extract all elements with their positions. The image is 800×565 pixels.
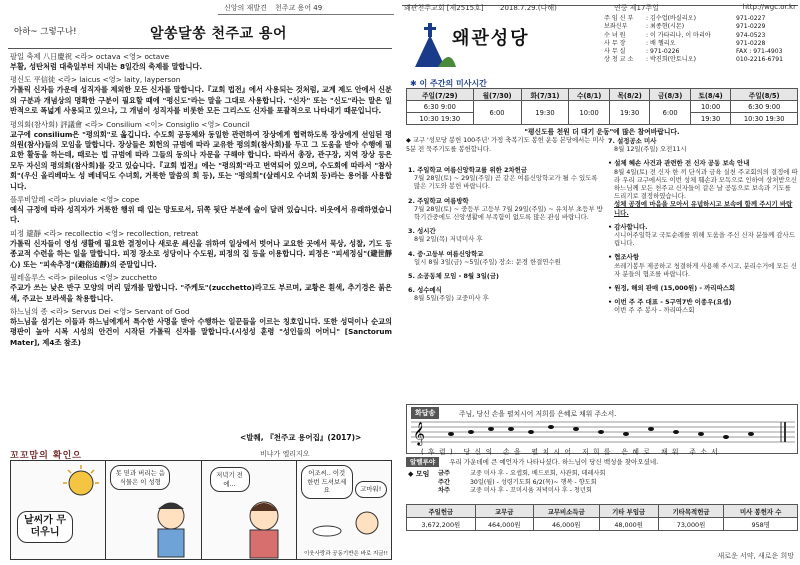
meeting-row: 주간 30일(월) - 성령기도회 6/2(목)~ 행복 - 향도회 — [438, 478, 597, 486]
announcements-left — [408, 166, 604, 309]
psalm-lyrics: (후렴) 당신의 손을 펼치시어 저희를 은혜로 채워 주소서 — [421, 448, 723, 456]
term-body: 주교가 쓰는 낮은 반구 모양의 머리 덮개를 말합니다. "주케토"(zucchetto)라고도 부르며, 교황은 흰색, 추기경은 붉은색, 주교는 보라색을 착용합니다. — [10, 283, 392, 303]
term-head: 피정 避靜 <라> recollectio <영> recollection, retreat — [10, 228, 199, 238]
term-item — [10, 307, 392, 348]
table-row: 10:30 19:30 19:30 10:30 19:30 — [407, 113, 798, 125]
theme-sub: ◆ 교구 '성모당 봉헌 100주년' 가정 축복기도 봉헌 운동 본당에서는 미사 5분 전 묵주기도를 봉헌합니다. — [406, 137, 605, 153]
announcement-item: • 감사합니다. 시니어주일학교 국토순례를 위해 도움을 주신 신자 분들께 감사드립니다. — [608, 222, 795, 248]
speech-bubble: 저녁기 전에... — [210, 467, 250, 492]
theme-banner: "평신도를 천원 더 대기 운동"에 많은 참여바랍니다. — [524, 128, 680, 136]
meetings-label: ◆ 모임 — [408, 470, 430, 478]
speech-bubble: 고마워! — [355, 481, 387, 498]
meeting-row: 금주 교중 미사 후 - 요셉회, 베드로회, 사관회, 데레사회 — [438, 470, 606, 477]
announcements-right — [608, 137, 798, 321]
term-item — [10, 120, 392, 192]
term-item — [10, 273, 392, 304]
alleluia-label: 알렐루야 — [406, 457, 439, 467]
website-link[interactable]: http://wgc.or.kr — [742, 3, 796, 11]
bulletin-header — [402, 3, 798, 12]
comic-author: 비냐가 엘리지오 — [260, 450, 310, 458]
term-head: 플루비알레 <라> pluviale <영> cope — [10, 195, 140, 205]
psalm-label: 화답송 — [411, 407, 439, 419]
announcement-item: • 이번 주 주 대표 - 5구역7반 이종우(요셉) 이번 주 주 봉사 - 까리따스회 — [608, 298, 732, 315]
term-item — [10, 75, 392, 116]
announcement-item: • 원정, 해외 판매 (15,000원) - 까리따스회 — [608, 284, 736, 293]
term-head: 평신도 平信徒 <라> laicus <영> laity, layperson — [10, 75, 181, 85]
logo-text: 왜관성당 — [452, 28, 530, 49]
psalm-box — [406, 404, 798, 454]
bulletin-date: 2018.7.29.(나해) — [500, 4, 557, 12]
bulletin-issue: 왜관천주교회 [제2515호] — [404, 4, 484, 12]
svg-text:𝄞: 𝄞 — [413, 421, 425, 445]
mass-schedule-title: ✱ 이 주간의 미사시간 — [410, 79, 487, 88]
sun-illustration — [11, 461, 106, 559]
staff-row: 상 청 교 소 : 박진희(안토니오) 010-2216-6791 — [604, 56, 784, 64]
psalm-text: 주님, 당신 손을 펼치시어 저희를 은혜로 채워 주소서. — [459, 410, 617, 418]
speech-bubble: 날씨가 무더우니 — [17, 511, 73, 543]
announcement-item: 5. 소공동체 모임 - 8월 3일(금) — [408, 272, 499, 281]
page-title: 알쏭달쏭 천주교 용어 — [150, 26, 287, 42]
alleluia-text: 우리 가운데에 큰 예언자가 나타나셨다. 하느님이 당신 백성을 찾아오셨네. — [449, 458, 659, 466]
table-header-row: 주일(7/29) 월(7/30) 화(7/31) 수(8/1) 목(8/2) 금(8/3) 토(8/4) 주일(8/5) — [407, 89, 798, 101]
divider — [8, 48, 392, 49]
staff-row: 사 무 실 : 971-0226 FAX : 971-4903 — [604, 48, 783, 56]
food-illustration — [297, 461, 391, 559]
motto-text: 새로운 서약, 새로운 희망 — [717, 552, 794, 560]
term-item — [10, 52, 392, 72]
term-body: 예식 규정에 따라 성직자가 거룩한 행위 때 입는 망토로서, 뒤쪽 뒷단 부분에 술이 달려 있습니다. 비옷에서 유래하였습니다. — [10, 205, 392, 225]
term-item — [10, 229, 392, 270]
offerings-table — [406, 504, 798, 531]
terms-list — [10, 52, 392, 351]
staff-row: 수 녀 원 : 이 가타리나, 이 마리아 974-0523 — [604, 31, 766, 39]
series-name: 신앙의 재발견 — [224, 4, 267, 12]
announcement-item: • 협조사항 쓰레기봉투 제공하고 청결하게 사용해 주시고, 분리수거에 모든 신자 분들의 협조를 바랍니다. — [608, 253, 797, 278]
table-header-row: 주일헌금 교무금 교무비소득금 기타 부임금 기타목적헌금 미사 봉헌자 수 — [407, 505, 798, 518]
table-row: 6:30 9:00 6:00 19:30 10:00 19:30 6:00 10:00 6:30 9:00 — [407, 101, 798, 113]
speech-bubble: 어조씨.. 이것 한번 드셔보세요 — [301, 465, 353, 499]
alleluia-row — [406, 457, 798, 466]
staff-row: 보좌신부 : 최종현(시몬) 971-0229 — [604, 23, 766, 31]
meetings-section — [408, 470, 800, 496]
term-item — [10, 195, 392, 226]
announcement-item: 1. 주일학교 여름신앙학교를 위한 2차헌금 7월 28일(토) ~ 29일(주일) 곧 같은 여름신앙학교가 될 수 있도록 많은 기도와 봉헌 바랍니다. — [408, 166, 598, 191]
person-illustration — [202, 461, 297, 559]
speech-bubble: 못 믿과 버리는 음식물은 이 성형 — [110, 465, 170, 490]
term-head: 팔일 축제 八日慶祝 <라> octava <영> octave — [10, 52, 170, 61]
announcement-item: • 설체 혜손 사건과 관련한 전 신자 공동 보속 안내 8월 4일(토) 전 신자 한 끼 단식과 금육 실천 주교회의의 결정에 따라 우리 교구에서도 이번 성체 훼손과 모독으로 인하여 상처받으신 하느님께 모든 천주교 신자들이 같은 날 공동으로 보속과 기도를 드리기로 결정하였습니다. 성체 공경에 마음을 모아서 유념하시고 보속에 함께 주시기 바랍니다. — [608, 159, 798, 217]
comic-strip — [10, 460, 392, 560]
comic-panel-4 — [297, 461, 391, 559]
staff-row: 사 무 장 : 배 헬리오 971-0228 — [604, 39, 766, 47]
term-head: 필레올루스 <라> pileolus <영> zucchetto — [10, 273, 157, 283]
term-body: 가톨릭 신자들 가운데 성직자를 제외한 모든 신자를 말합니다.『교회 법전』에서 사용되는 것처럼, 교계 제도 안에서 신분의 구분과 개념상의 명확한 구분이 필요할 때에 "평신도"라는 말을 그대로 사용합니다. "신자" 또는 "신도"라는 말은 일반적으로 폭넓게 사용되고 있으나, 그 개념이 성직자를 비롯한 모든 그리스도 신자를 포괄적으로 나타내기 때문입니다. — [10, 85, 392, 116]
source-note: <발췌, 『천주교 용어집』(2017)> — [240, 433, 362, 442]
right-page — [402, 0, 800, 565]
comic-title: 꼬꼬맘의 확인으 — [10, 451, 82, 461]
term-head: 하느님의 종 <라> Servus Dei <영> Servant of God — [10, 306, 190, 316]
term-body: 가톨릭 신자들이 영성 생활에 필요한 결정이나 새로운 쇄신을 위하여 일상에서 벗어나 교요한 곳에서 묵상, 성찰, 기도 등 종교적 수련을 하는 일을 말합니다. 피정 장소로 성당이나 수도원, 피정의 집 등을 이용합니다. 피정은 "피세정심"(避世靜心) 또는 "피속추정"(避俗追靜)의 준말입니다. — [10, 238, 392, 269]
staff-list — [604, 15, 799, 65]
person-illustration — [106, 461, 201, 559]
announcement-item: 7. 설정공소 미사 8월 12일(주일) 오전11시 — [608, 137, 687, 154]
announcement-item: 4. 중·고등부 여름신앙학교 일시 8월 3일(금) ~5일(주일) 장소: 문경 한결연수원 — [408, 249, 561, 266]
announcement-item: 6. 성수예식 8월 5일(주일) 교중미사 후 — [408, 286, 489, 303]
staff-row: 주 임 신 부 : 김수업(바실리오) 971-0227 — [604, 15, 766, 22]
term-body: 부활, 성탄처럼 대축일부터 지내는 8일간의 축제를 말합니다. — [10, 62, 203, 71]
table-row: 3,672,200원 464,000원 46,000원 48,000원 73,000원 958명 — [407, 518, 798, 531]
comic-panel-2 — [106, 461, 201, 559]
liturgical-week: 연중 제17주일 — [614, 4, 659, 12]
left-header — [218, 3, 394, 15]
meeting-row: 차주 교중 미사 후 - 꼬미시움 저녁미사 후 - 청년회 — [438, 487, 592, 495]
announcement-item: 2. 주일학교 여름방학 7월 28일(토) ~ 중등부 고등부 7월 29일(주일) ~ 유치부 초등부 방학기간중에도 신앙생활에 부족함이 없도록 많은 관심 바랍니다. — [408, 196, 603, 222]
term-body: 교구에 consilium은 "평의회"로 옮깁니다. 수도회 공동체와 동일한 관련하여 장상에게 협력하도록 장상에게 선임된 평의원(참사)들의 모임을 말합니다. 장상들은 회헌의 규범에 따라 교유한 평의회(참사회)를 두고 그 도움을 받아 수행에 필요한 활동을 하는데, 때로는 법 규범에 따라 그들의 동의나 자문을 구해야 합니다. 따라서 총장, 관구장, 지역 장상 등은 모두 자신의 평의회(참사회)를 갖고 있습니다.『교회 법전』에는 "평의회"라고 번역되어 있으며, 수도회에 따라서 "참사회"(우신 올리베따노 성 베네딕도 수녀회, 거룩한 말씀의 회 등), 또는 "평의회"(살레시오 수녀회 등)라는 용어를 사용합니다. — [10, 129, 392, 191]
comic-caption: 이웃사랑과 공동기반은 바로 지금!! — [303, 551, 388, 557]
music-staff-icon — [411, 418, 795, 446]
comic-panel-1 — [11, 461, 106, 559]
announcement-item: 3. 성시간 8월 2일(목) 저녁미사 후 — [408, 227, 483, 244]
term-body: 하느님을 섬기는 이들과 하느님에게서 특수한 사명을 받아 수행하는 일꾼들을 이르는 칭호입니다. 또한 성덕이나 순교의 평판이 높아 시복 시성의 안건이 시작된 가톨릭 신자를 말합니다.(시성성 훈령 "성인들의 어머니" [Sanctorum Mater], 제4조 참조) — [10, 316, 392, 347]
mass-schedule-table — [406, 88, 798, 125]
comic-panel-3 — [202, 461, 297, 559]
term-head: 평의회(참사회) 評議會 <라> Consilium <이> Consiglio <영> Council — [10, 119, 250, 129]
exclaim-text: 아하~ 그렇구나! — [14, 27, 77, 37]
column-name: 천주교 용어 49 — [275, 4, 323, 12]
